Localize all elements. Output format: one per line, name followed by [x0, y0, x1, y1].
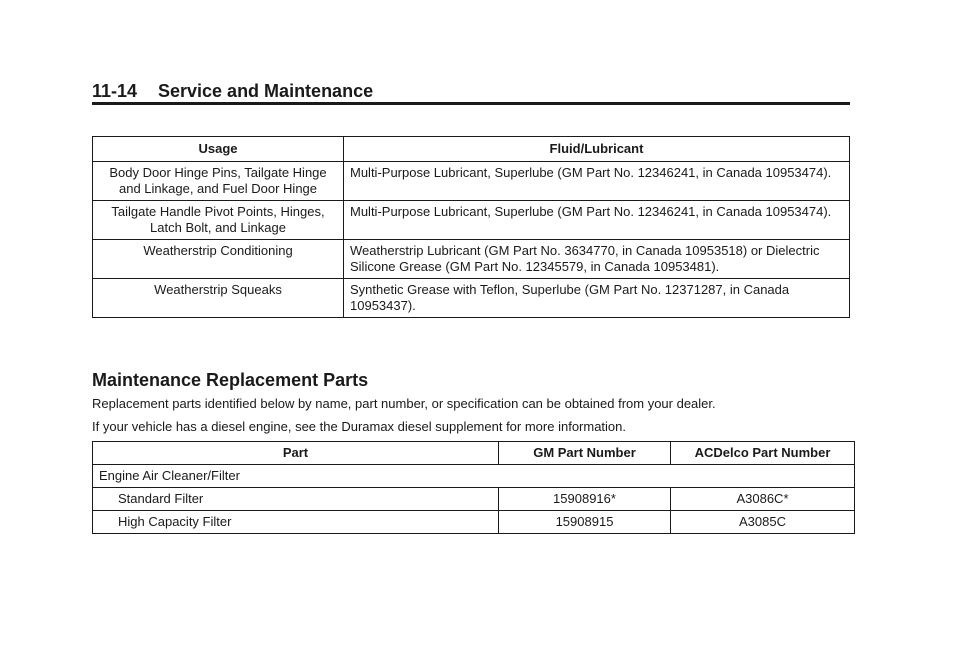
fluid-cell: Synthetic Grease with Teflon, Superlube (GM Part No. 12371287, in Canada 10953437). — [344, 279, 850, 318]
table-row — [93, 279, 850, 318]
column-header-fluid: Fluid/Lubricant — [344, 137, 850, 162]
table-row — [93, 201, 850, 240]
acdelco-part-number-cell: A3085C — [671, 511, 855, 534]
gm-part-number-cell: 15908916* — [499, 488, 671, 511]
part-name-cell: High Capacity Filter — [93, 511, 499, 534]
usage-cell: Weatherstrip Conditioning — [93, 240, 344, 279]
gm-part-number-cell: 15908915 — [499, 511, 671, 534]
parts-table — [92, 441, 855, 534]
fluid-cell: Multi-Purpose Lubricant, Superlube (GM Part No. 12346241, in Canada 10953474). — [344, 162, 850, 201]
fluid-cell: Multi-Purpose Lubricant, Superlube (GM Part No. 12346241, in Canada 10953474). — [344, 201, 850, 240]
section-title: Service and Maintenance — [158, 81, 374, 101]
table-header-row — [93, 442, 855, 465]
intro-paragraph: Replacement parts identified below by name, part number, or specification can be obtained from your dealer. — [92, 396, 716, 411]
section-heading: Maintenance Replacement Parts — [92, 370, 369, 390]
column-header-acdelco-part-number: ACDelco Part Number — [671, 442, 855, 465]
column-header-gm-part-number: GM Part Number — [499, 442, 671, 465]
table-row — [93, 240, 850, 279]
fluid-cell: Weatherstrip Lubricant (GM Part No. 3634770, in Canada 10953518) or Dielectric Silicone Grease (GM Part No. 12345579, in Canada 10953481). — [344, 240, 850, 279]
usage-cell: Tailgate Handle Pivot Points, Hinges, Latch Bolt, and Linkage — [93, 201, 344, 240]
table-header-row — [93, 137, 850, 162]
diesel-note: If your vehicle has a diesel engine, see the Duramax diesel supplement for more information. — [92, 419, 627, 434]
part-name-cell: Standard Filter — [93, 488, 499, 511]
table-group-row — [93, 465, 855, 488]
usage-cell: Weatherstrip Squeaks — [93, 279, 344, 318]
page-header — [92, 80, 850, 105]
lubricant-table — [92, 136, 850, 318]
group-label: Engine Air Cleaner/Filter — [93, 465, 855, 488]
acdelco-part-number-cell: A3086C* — [671, 488, 855, 511]
column-header-usage: Usage — [93, 137, 344, 162]
table-row — [93, 488, 855, 511]
column-header-part: Part — [93, 442, 499, 465]
table-row — [93, 162, 850, 201]
page-number: 11-14 — [92, 81, 138, 101]
usage-cell: Body Door Hinge Pins, Tailgate Hinge and Linkage, and Fuel Door Hinge — [93, 162, 344, 201]
table-row — [93, 511, 855, 534]
